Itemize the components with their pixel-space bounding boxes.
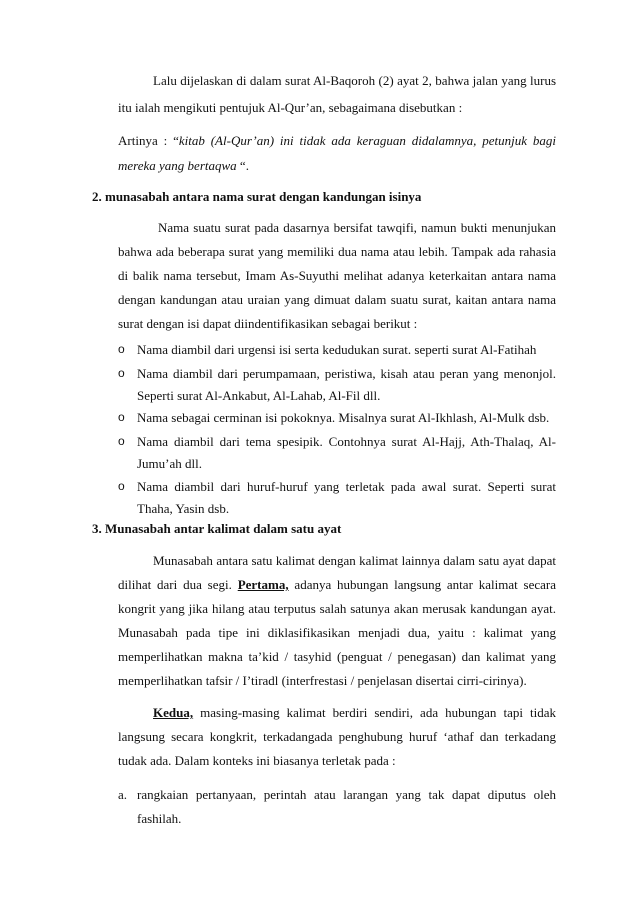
- paragraph-3-line-1: Munasabah antara satu kalimat dengan kalimat lainnya dalam satu ayat dapat: [153, 553, 556, 568]
- kedua-emphasis: Kedua,: [153, 705, 194, 720]
- bullet-5-line-1: Nama diambil dari huruf-huruf yang terletak pada awal surat. Seperti surat: [137, 479, 556, 494]
- translation-italic-2: mereka yang bertaqwa: [118, 158, 237, 173]
- section-heading-3: 3. Munasabah antar kalimat dalam satu ayat: [92, 521, 342, 536]
- list-marker-a: a.: [118, 787, 128, 802]
- translation-line-1: [118, 133, 556, 149]
- paragraph-2-line-5: surat dengan isi dapat diindentifikasikan sebagai berikut :: [118, 316, 418, 331]
- bullet-marker: o: [118, 366, 125, 380]
- translation-line-2: [118, 158, 249, 174]
- paragraph-2-line-1: Nama suatu surat pada dasarnya bersifat tawqifi, namun bukti menunjukan: [158, 220, 556, 235]
- bullet-2-line-1: Nama diambil dari perumpamaan, peristiwa, kisah atau peran yang menonjol.: [137, 366, 556, 381]
- bullet-5-line-2: Thaha, Yasin dsb.: [137, 501, 230, 516]
- paragraph-3-line-4: Munasabah pada tipe ini diklasifikasikan menjadi dua, yaitu : kalimat yang: [118, 625, 556, 640]
- paragraph-3-line-6: memperlihatkan tafsir / I’tiradl (interfrestasi / penjelasan disertai cirri-cirinya).: [118, 673, 527, 688]
- bullet-marker: o: [118, 434, 125, 448]
- list-a-line-2: fashilah.: [137, 811, 182, 826]
- section-heading-2: 2. munasabah antara nama surat dengan kandungan isinya: [92, 189, 422, 204]
- translation-italic-1: kitab (Al-Qur’an) ini tidak ada keraguan didalamnya, petunjuk bagi: [178, 133, 557, 148]
- list-a-line-1: rangkaian pertanyaan, perintah atau larangan yang tak dapat diputus oleh: [137, 787, 556, 802]
- paragraph-3-line-3: kongrit yang jika hilang atau terputus salah satunya akan merusak kandungan ayat.: [118, 601, 556, 616]
- paragraph-1-line-1: Lalu dijelaskan di dalam surat Al-Baqoroh (2) ayat 2, bahwa jalan yang lurus: [153, 73, 556, 88]
- paragraph-3-text: adanya hubungan langsung antar kalimat secara: [288, 577, 557, 592]
- bullet-marker: o: [118, 479, 125, 493]
- paragraph-3-text: dilihat dari dua segi.: [118, 577, 238, 592]
- paragraph-2-line-4: dengan kandungan atau uraian yang dimuat dalam suatu surat, kaitan antara nama: [118, 292, 556, 307]
- bullet-4-line-2: Jumu’ah dll.: [137, 456, 202, 471]
- bullet-3-line-1: Nama sebagai cerminan isi pokoknya. Misalnya surat Al-Ikhlash, Al-Mulk dsb.: [137, 410, 550, 425]
- bullet-marker: o: [118, 410, 125, 424]
- paragraph-4-text: masing-masing kalimat berdiri sendiri, ada hubungan tapi tidak: [193, 705, 556, 720]
- paragraph-4-line-3: tudak ada. Dalam konteks ini biasanya terletak pada :: [118, 753, 396, 768]
- bullet-1-line-1: Nama diambil dari urgensi isi serta kedudukan surat. seperti surat Al-Fatihah: [137, 342, 537, 357]
- paragraph-2-line-3: di balik nama tersebut, Imam As-Suyuthi melihat adanya keterkaitan antara nama: [118, 268, 556, 283]
- bullet-4-line-1: Nama diambil dari tema spesipik. Contohnya surat Al-Hajj, Ath-Thalaq, Al-: [137, 434, 556, 449]
- paragraph-4-line-1: [153, 705, 556, 721]
- paragraph-1-line-2: itu ialah mengikuti pentujuk Al-Qur’an, sebagaimana disebutkan :: [118, 100, 463, 115]
- translation-prefix: Artinya : “: [118, 133, 179, 148]
- pertama-emphasis: Pertama,: [237, 577, 289, 592]
- paragraph-3-line-2: [118, 577, 556, 593]
- bullet-2-line-2: Seperti surat Al-Ankabut, Al-Lahab, Al-Fil dll.: [137, 388, 381, 403]
- bullet-marker: o: [118, 342, 125, 356]
- paragraph-2-line-2: bahwa ada beberapa surat yang memiliki dua nama atau lebih. Tampak ada rahasia: [118, 244, 556, 259]
- translation-suffix: “.: [236, 158, 249, 173]
- paragraph-3-line-5: memperlihatkan makna ta’kid / tasyhid (penguat / penegasan) dan kalimat yang: [118, 649, 556, 664]
- paragraph-4-line-2: langsung secara kongkrit, terkadangada penghubung huruf ‘athaf dan terkadang: [118, 729, 556, 744]
